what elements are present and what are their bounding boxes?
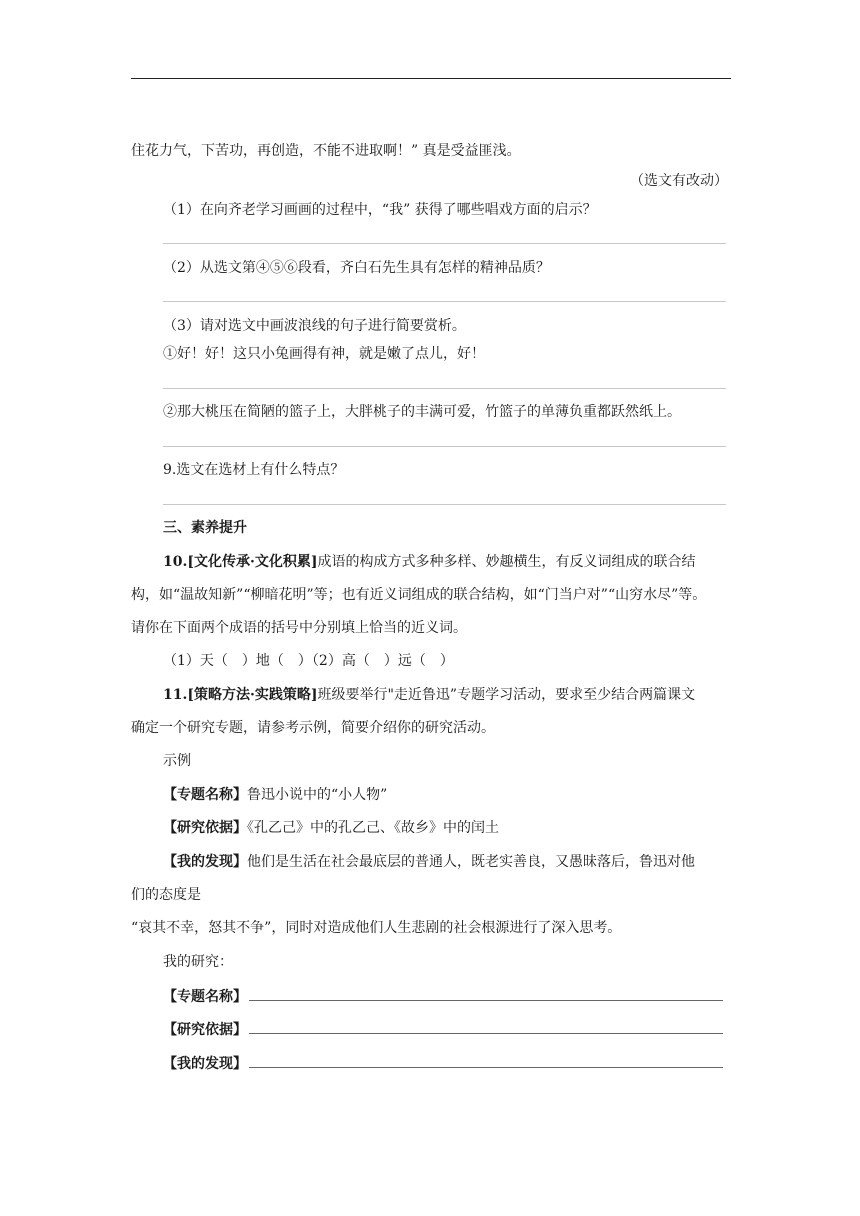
question-10-tag: 10.[文化传承·文化积累]: [163, 554, 318, 570]
question-8-2: （2）从选文第④⑤⑥段看，齐白石先生具有怎样的精神品质？: [163, 260, 550, 276]
my-topic-row: [163, 986, 723, 1007]
my-topic-label: 【专题名称】: [163, 989, 247, 1005]
my-finding-row: [163, 1053, 723, 1074]
example-finding: [163, 852, 695, 872]
question-10-line-2: 构，如“温故知新”“柳暗花明”等；也有近义词组成的联合结构，如“门当户对”“山穷水尽”等。: [131, 587, 707, 603]
example-finding-label: 【我的发现】: [163, 854, 247, 870]
source-note: （选文有改动）: [630, 173, 728, 189]
example-basis-value: 《孔乙己》中的孔乙己、《故乡》中的闰土: [247, 820, 499, 836]
question-10-line-3: 请你在下面两个成语的括号中分别填上恰当的近义词。: [131, 620, 467, 636]
example-label: 示例: [163, 753, 191, 769]
answer-line-8-1[interactable]: [163, 243, 726, 244]
question-11-tag: 11.[策略方法·实践策略]: [163, 687, 318, 703]
answer-line-8-2[interactable]: [163, 301, 726, 302]
example-finding-line-2: 们的态度是: [131, 887, 201, 903]
my-finding-label: 【我的发现】: [163, 1056, 247, 1072]
header-rule: [131, 78, 731, 79]
example-topic: [163, 785, 387, 805]
question-8-1: （1）在向齐老学习画画的过程中，“我” 获得了哪些唱戏方面的启示？: [163, 202, 597, 218]
question-9: 9.选文在选材上有什么特点？: [163, 462, 345, 478]
example-finding-line-3: “哀其不幸，怒其不争”，同时对造成他们人生悲剧的社会根源进行了深入思考。: [131, 920, 622, 936]
my-basis-label: 【研究依据】: [163, 1022, 247, 1038]
example-finding-value-1: 他们是生活在社会最底层的普通人，既老实善良，又愚昧落后，鲁迅对他: [247, 854, 695, 870]
question-10-line-1: [163, 552, 695, 572]
example-topic-value: 鲁迅小说中的“小人物”: [247, 787, 388, 803]
example-topic-label: 【专题名称】: [163, 787, 247, 803]
question-8-3-sentence-1: ①好！好！这只小兔画得有神，就是嫩了点儿，好！: [163, 346, 485, 362]
question-11-line-2: 确定一个研究专题，请参考示例，简要介绍你的研究活动。: [131, 720, 495, 736]
question-10-blanks[interactable]: （1）天（ ）地（ ）（2）高（ ）远（ ）: [163, 653, 454, 669]
question-11-text-1: 班级要举行"走近鲁迅”专题学习活动，要求至少结合两篇课文: [317, 687, 696, 703]
example-basis: [163, 818, 499, 838]
passage-end-text: 住花力气，下苦功，再创造，不能不进取啊！” 真是受益匪浅。: [131, 143, 521, 159]
section-heading: 三、素养提升: [163, 520, 247, 536]
answer-line-8-3-2[interactable]: [163, 446, 726, 447]
answer-line-9[interactable]: [163, 504, 726, 505]
my-research-label: 我的研究：: [163, 954, 233, 970]
question-8-3: （3）请对选文中画波浪线的句子进行简要赏析。: [163, 318, 466, 334]
my-basis-blank[interactable]: [249, 1019, 723, 1034]
my-topic-blank[interactable]: [249, 986, 723, 1001]
answer-line-8-3-1[interactable]: [163, 388, 726, 389]
question-10-text-1: 成语的构成方式多种多样、妙趣横生，有反义词组成的联合结: [317, 554, 696, 570]
my-basis-row: [163, 1019, 723, 1040]
question-8-3-sentence-2: ②那大桃压在简陋的篮子上，大胖桃子的丰满可爱，竹篮子的单薄负重都跃然纸上。: [163, 404, 681, 420]
my-finding-blank[interactable]: [249, 1053, 723, 1068]
question-11-line-1: [163, 685, 695, 705]
example-basis-label: 【研究依据】: [163, 820, 247, 836]
